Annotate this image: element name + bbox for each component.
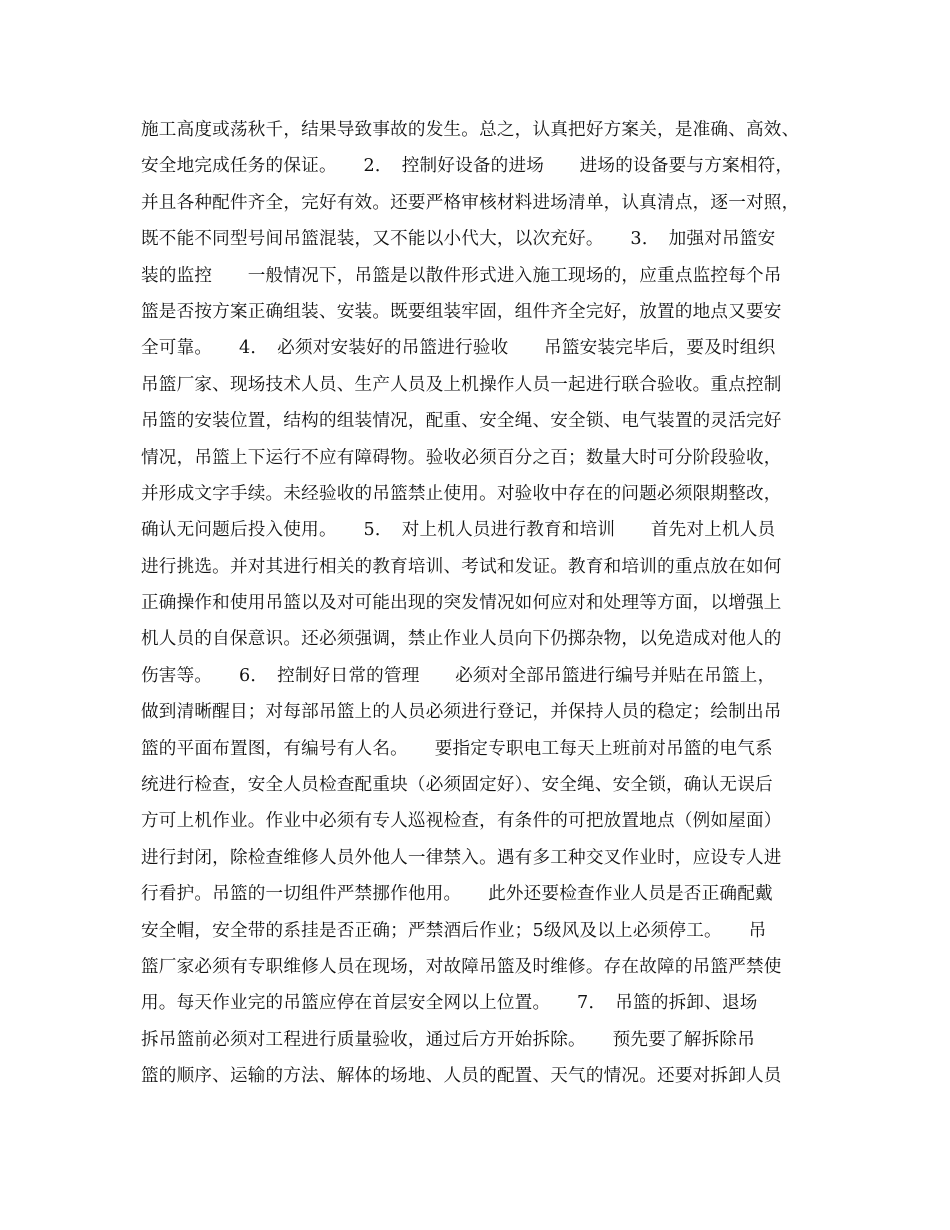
body-text xyxy=(141,112,821,1095)
text-line: 吊篮的安装位置，结构的组装情况，配重、安全绳、安全锁、电气装置的灵活完好 xyxy=(141,411,782,432)
text-line: 安全地完成任务的保证。 2． 控制好设备的进场 进场的设备要与方案相符， xyxy=(141,156,794,177)
text-line: 既不能不同型号间吊篮混装，又不能以小代大，以次充好。 3． 加强对吊篮安 xyxy=(141,229,776,250)
text-line: 篮厂家必须有专职维修人员在现场，对故障吊篮及时维修。存在故障的吊篮严禁使 xyxy=(141,956,782,977)
text-line: 篮是否按方案正确组装、安装。既要组装牢固，组件齐全完好，放置的地点又要安 xyxy=(141,301,782,322)
text-line: 伤害等。 6． 控制好日常的管理 必须对全部吊篮进行编号并贴在吊篮上， xyxy=(141,665,776,686)
text-line: 安全帽，安全带的系挂是否正确；严禁酒后作业；5级风及以上必须停工。 吊 xyxy=(141,920,767,941)
text-line: 篮的平面布置图，有编号有人名。 要指定专职电工每天上班前对吊篮的电气系 xyxy=(141,738,773,759)
text-line: 并形成文字手续。未经验收的吊篮禁止使用。对验收中存在的问题必须限期整改， xyxy=(141,483,782,504)
text-line: 篮的顺序、运输的方法、解体的场地、人员的配置、天气的情况。还要对拆卸人员 xyxy=(141,1066,782,1087)
text-line: 用。每天作业完的吊篮应停在首层安全网以上位置。 7． 吊篮的拆卸、退场 xyxy=(141,993,758,1014)
text-line: 全可靠。 4． 必须对安装好的吊篮进行验收 吊篮安装完毕后，要及时组织 xyxy=(141,338,776,359)
text-line: 并且各种配件齐全，完好有效。还要严格审核材料进场清单，认真清点，逐一对照， xyxy=(141,192,800,213)
text-line: 情况，吊篮上下运行不应有障碍物。验收必须百分之百；数量大时可分阶段验收， xyxy=(141,447,782,468)
text-line: 进行挑选。并对其进行相关的教育培训、考试和发证。教育和培训的重点放在如何 xyxy=(141,556,782,577)
text-line: 拆吊篮前必须对工程进行质量验收，通过后方开始拆除。 预先要了解拆除吊 xyxy=(141,1029,755,1050)
text-line: 进行封闭，除检查维修人员外他人一律禁入。遇有多工种交叉作业时，应设专人进 xyxy=(141,847,782,868)
text-line: 正确操作和使用吊篮以及对可能出现的突发情况如何应对和处理等方面，以增强上 xyxy=(141,593,782,614)
text-line: 装的监控 一般情况下，吊篮是以散件形式进入施工现场的，应重点监控每个吊 xyxy=(141,265,782,286)
text-line: 统进行检查，安全人员检查配重块（必须固定好）、安全绳、安全锁，确认无误后 xyxy=(141,775,773,796)
text-line: 确认无问题后投入使用。 5． 对上机人员进行教育和培训 首先对上机人员 xyxy=(141,520,776,541)
text-line: 施工高度或荡秋千，结果导致事故的发生。总之，认真把好方案关，是准确、高效、 xyxy=(141,120,800,140)
text-line: 吊篮厂家、现场技术人员、生产人员及上机操作人员一起进行联合验收。重点控制 xyxy=(141,374,782,395)
text-line: 方可上机作业。作业中必须有专人巡视检查，有条件的可把放置地点（例如屋面） xyxy=(141,811,782,832)
text-line: 行看护。吊篮的一切组件严禁挪作他用。 此外还要检查作业人员是否正确配戴 xyxy=(141,884,773,905)
text-line: 做到清晰醒目；对每部吊篮上的人员必须进行登记，并保持人员的稳定；绘制出吊 xyxy=(141,702,782,723)
text-line: 机人员的自保意识。还必须强调，禁止作业人员向下仍掷杂物，以免造成对他人的 xyxy=(141,629,782,650)
